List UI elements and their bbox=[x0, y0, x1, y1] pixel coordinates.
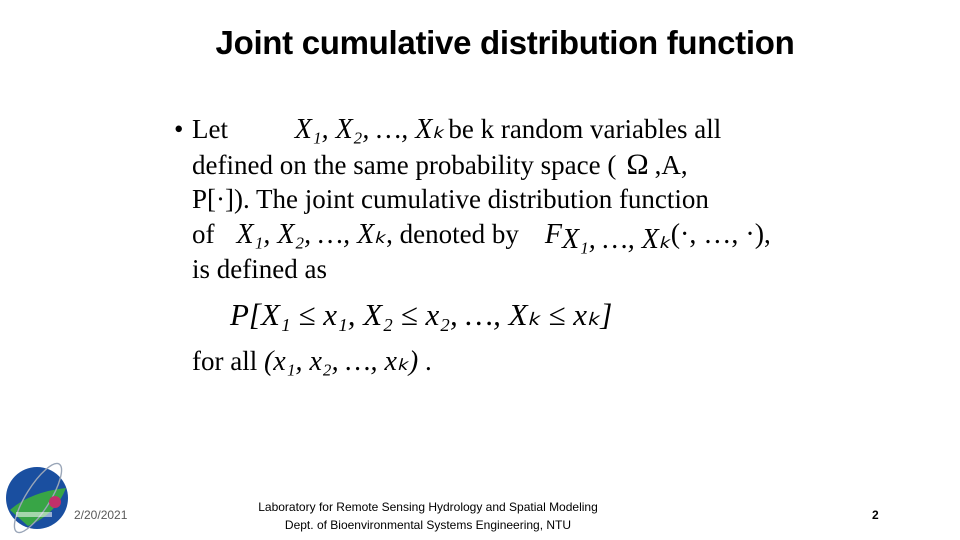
variables-x1-xk-2: X₁, X₂, …, Xₖ bbox=[236, 219, 387, 250]
omega-symbol: Ω bbox=[626, 148, 649, 181]
slide-title: Joint cumulative distribution function bbox=[215, 24, 795, 61]
for-all-text: for all bbox=[192, 346, 258, 376]
bullet-block bbox=[166, 112, 826, 287]
line-3 bbox=[166, 182, 826, 217]
line-1-tail: be k random variables all bbox=[448, 114, 722, 144]
line-2-tail: ,A, bbox=[654, 150, 688, 180]
line-5 bbox=[166, 252, 826, 287]
of-word: of bbox=[192, 219, 215, 249]
bullet-symbol: • bbox=[174, 114, 184, 144]
footer-lab-line-2: Dept. of Bioenvironmental Systems Engineering, NTU bbox=[284, 518, 572, 532]
page-number: 2 bbox=[872, 508, 879, 522]
footer-date: 2/20/2021 bbox=[74, 508, 128, 522]
for-all-line bbox=[192, 344, 432, 378]
let-word: Let bbox=[192, 114, 228, 144]
line-4-tail: , bbox=[764, 219, 771, 249]
joint-cdf-formula: P[X₁ ≤ x₁, X₂ ≤ x₂, …, Xₖ ≤ xₖ] bbox=[230, 297, 613, 332]
line-3-text: P[·]). The joint cumulative distribution function bbox=[192, 184, 709, 214]
for-all-tail: . bbox=[424, 346, 432, 376]
lab-logo-icon bbox=[0, 452, 80, 540]
joint-cdf-args: (·, …, ·) bbox=[670, 219, 765, 250]
logo-banner bbox=[16, 512, 52, 517]
variables-x1-xk: X₁, X₂, …, Xₖ bbox=[294, 114, 445, 145]
denoted-by-text: , denoted by bbox=[386, 219, 519, 249]
joint-cdf-subscript: X₁, …, Xₖ bbox=[561, 224, 671, 255]
line-2-text: defined on the same probability space ( bbox=[192, 150, 617, 180]
point-tuple: (x₁, x₂, …, xₖ) bbox=[263, 346, 419, 377]
line-4 bbox=[166, 217, 826, 255]
line-2 bbox=[166, 147, 826, 182]
logo-satellite-dot bbox=[49, 496, 61, 508]
line-5-text: is defined as bbox=[192, 254, 327, 284]
joint-cdf-symbol: F bbox=[544, 219, 562, 250]
footer-lab-line-1: Laboratory for Remote Sensing Hydrology and Spatial Modeling bbox=[258, 500, 598, 514]
line-1 bbox=[166, 112, 826, 147]
footer-lab-info bbox=[230, 498, 626, 534]
